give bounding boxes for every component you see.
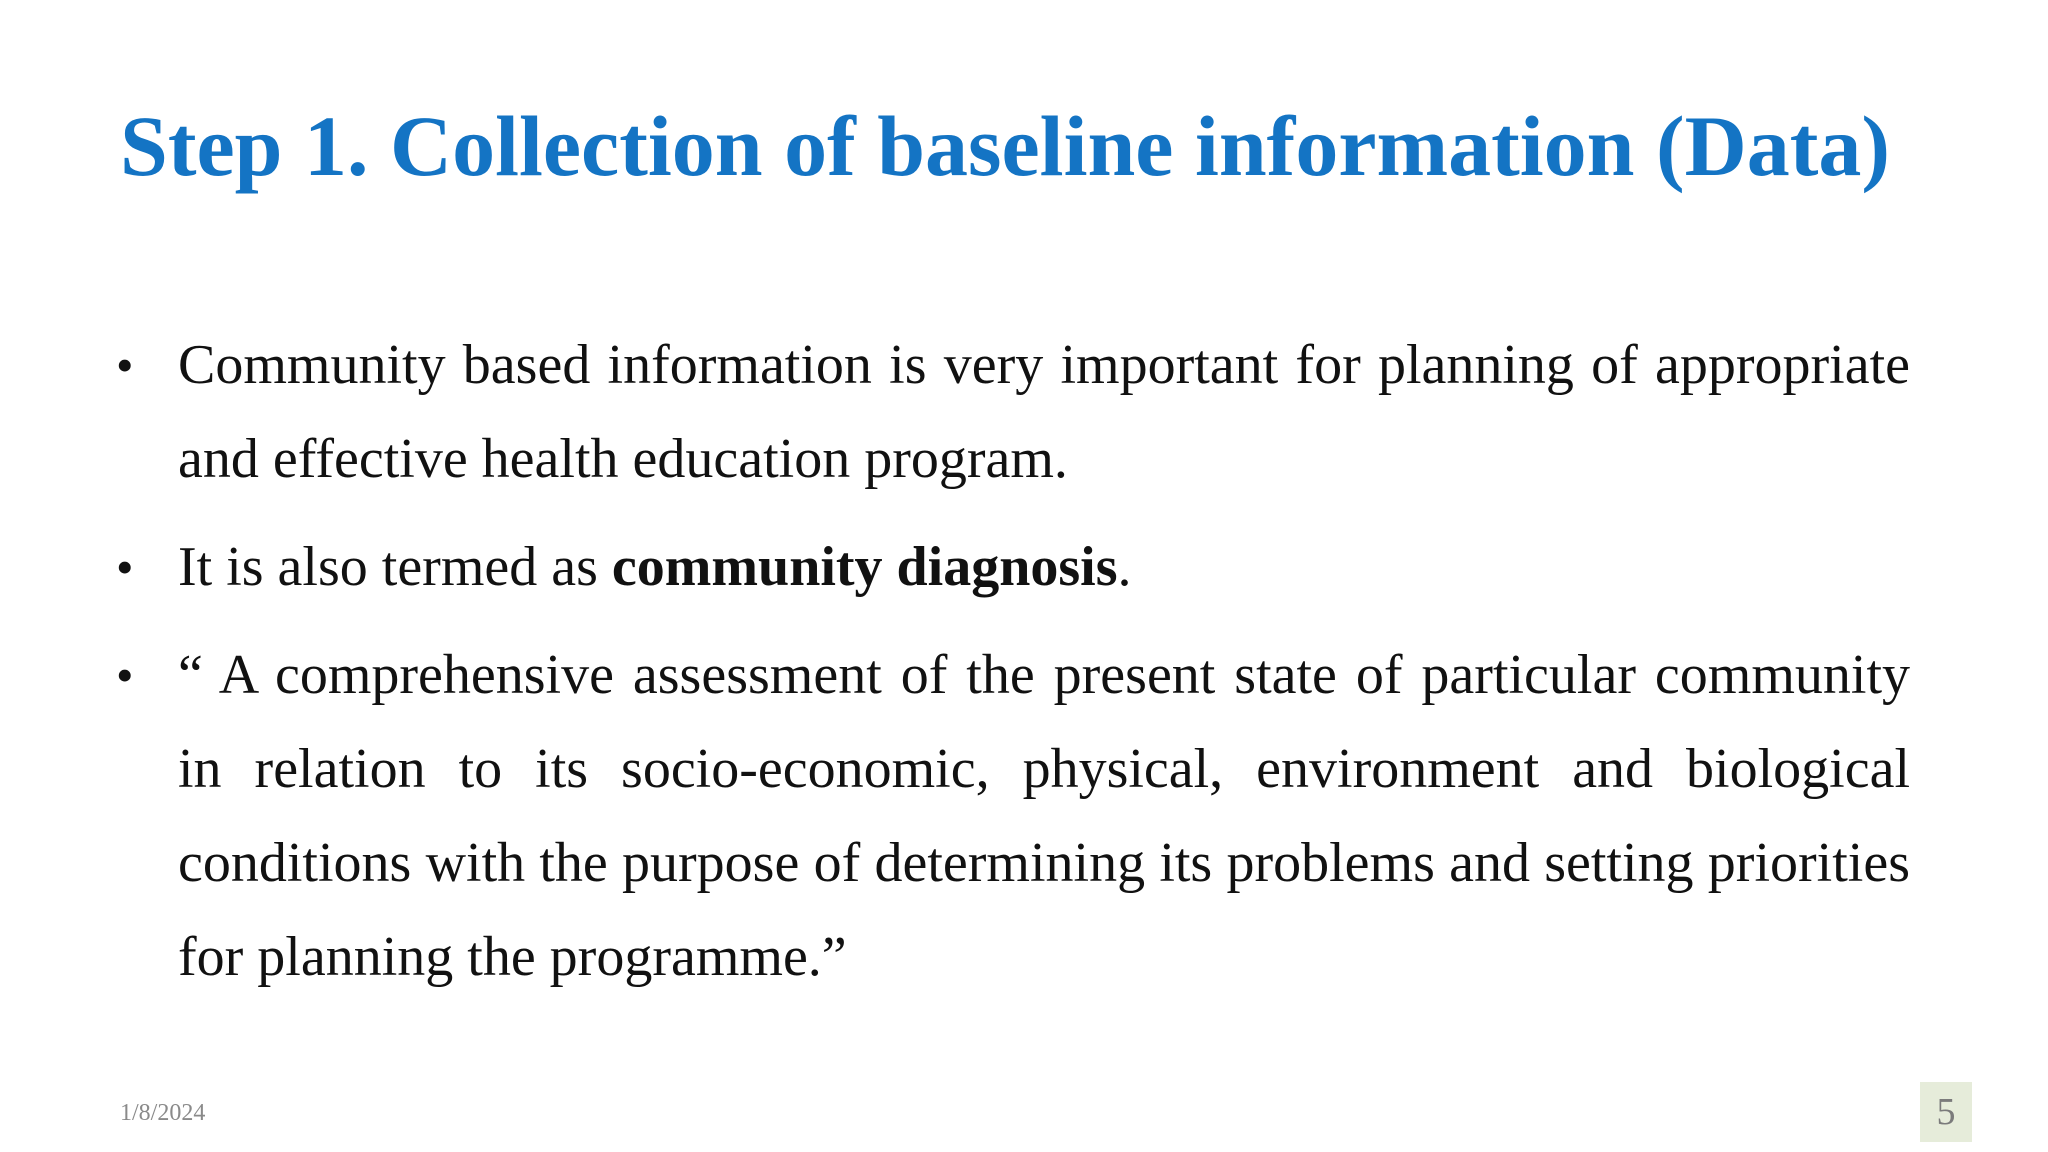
bullet-dot-icon: •: [116, 539, 134, 595]
bullet-item-3: [110, 628, 1910, 1004]
bullet-dot-icon: •: [116, 337, 134, 393]
bullet-text: “ A comprehensive assessment of the present state of particular community in relation to its socio-economic, physical, environment and biological conditions with the purpose of determining its problems and setting priorities for planning the programme.”: [178, 644, 1910, 988]
bullet-text-bold: community diagnosis: [611, 536, 1118, 598]
footer-date: 1/8/2024: [120, 1100, 206, 1126]
bullet-list: [110, 318, 1910, 1018]
slide-title: Step 1. Collection of baseline information (Data): [120, 98, 1891, 194]
bullet-text-prefix: It is also termed as: [178, 536, 612, 598]
bullet-dot-icon: •: [116, 647, 134, 703]
bullet-text: Community based information is very important for planning of appropriate and effective health education program.: [178, 334, 1910, 490]
bullet-text-suffix: .: [1117, 536, 1132, 598]
bullet-item-2: [110, 520, 1910, 614]
bullet-item-1: [110, 318, 1910, 506]
page-number: 5: [1920, 1082, 1972, 1142]
